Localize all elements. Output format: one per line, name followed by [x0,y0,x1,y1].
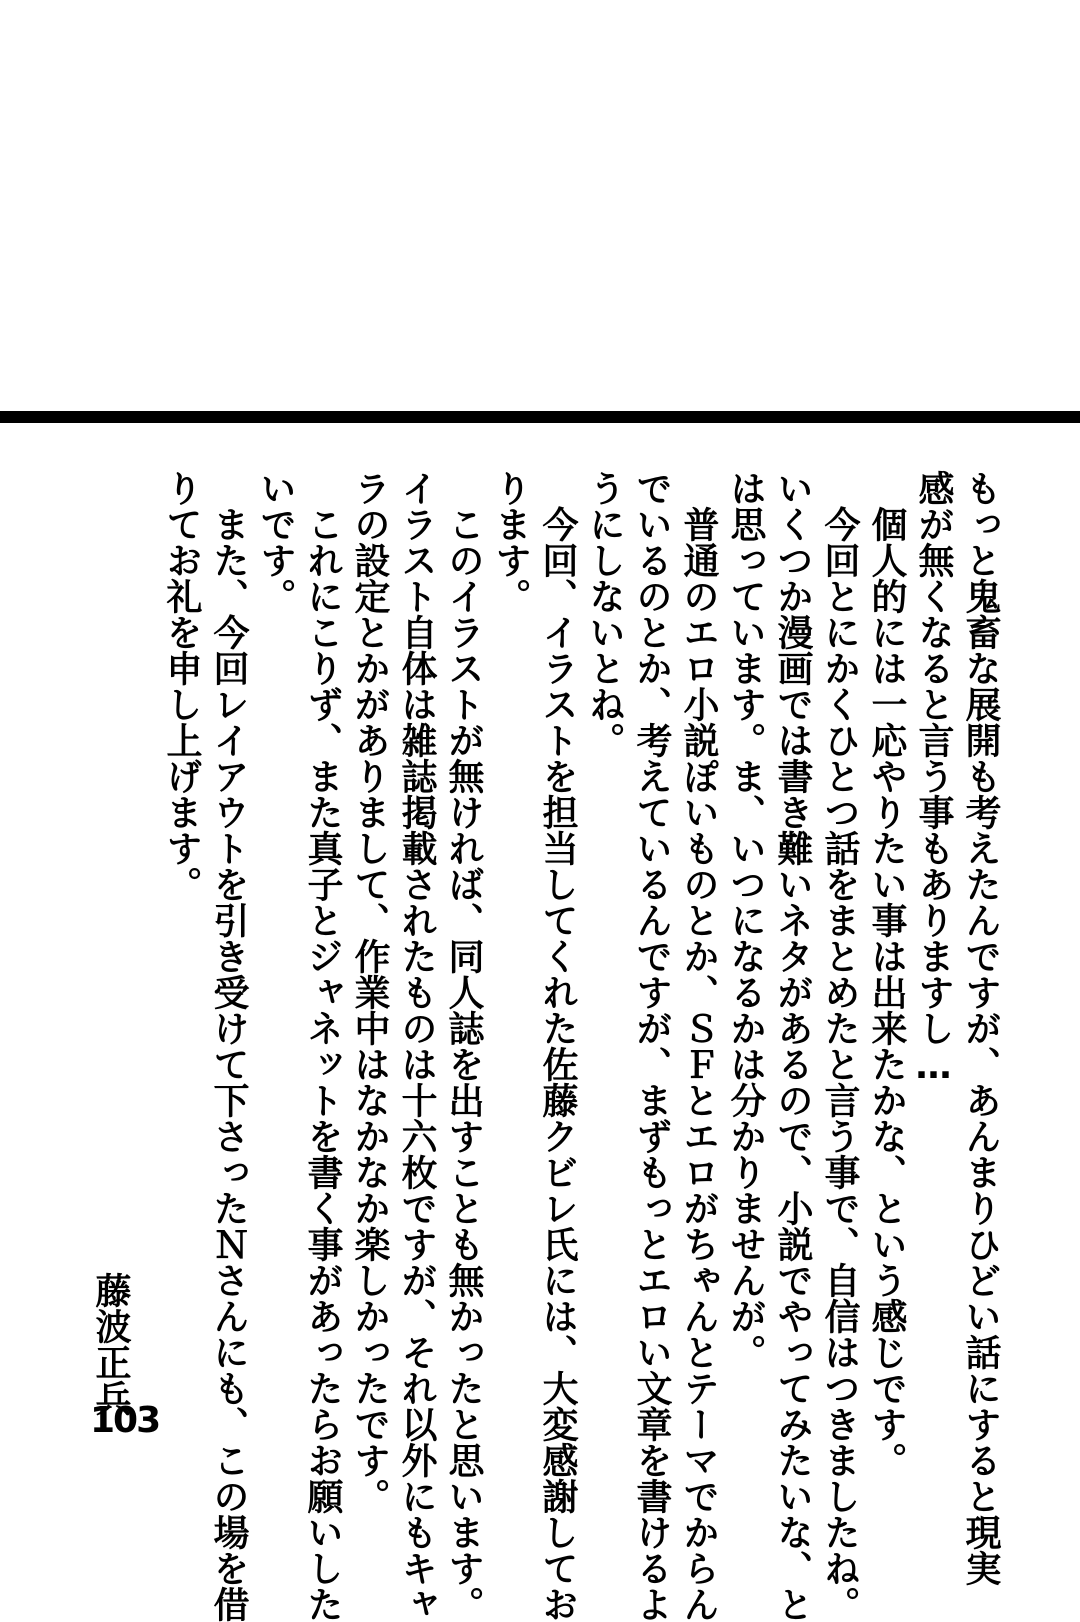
text-line: 個人的には一応やりたい事は出来たかな、という感じです。 [866,470,907,1478]
author-signature: 藤波正兵 [90,1272,131,1416]
text-line: いです。 [255,470,296,614]
text-line: は思っています。ま、いつになるかは分かりませんが。 [725,470,766,1370]
afterword-text [150,470,1001,1622]
page-number: 103 [90,1400,160,1441]
text-line: ラの設定とかがありまして、作業中はなかなか楽しかったです。 [349,470,390,1514]
text-line: また、今回レイアウトを引き受けて下さったＮさんにも、この場を借 [208,470,249,1622]
text-line: いくつか漫画では書き難いネタがあるので、小説でやってみたいな、と [772,470,813,1622]
text-line: ります。 [490,470,531,614]
text-line: 今回、イラストを担当してくれた佐藤クビレ氏には、大変感謝してお [537,470,578,1622]
text-line: 普通のエロ小説ぽいものとか、ＳＦとエロがちゃんとテーマでからん [678,470,719,1622]
text-line: 今回とにかくひとつ話をまとめたと言う事で、自信はつきましたね。 [819,470,860,1622]
text-line: このイラストが無ければ、同人誌を出すことも無かったと思います。 [443,470,484,1622]
text-line: うにしないとね。 [584,470,625,758]
text-line: りてお礼を申し上げます。 [161,470,202,902]
text-line: 感が無くなると言う事もありますし… [913,470,954,1087]
text-line: でいるのとか、考えているんですが、まずもっとエロい文章を書けるよ [631,470,672,1622]
text-line: イラスト自体は雑誌掲載されたものは十六枚ですが、それ以外にもキャ [396,470,437,1622]
text-line: これにこりず、また真子とジャネットを書く事があったらお願いした [302,470,343,1622]
header-divider [0,411,1080,423]
text-line: もっと鬼畜な展開も考えたんですが、あんまりひどい話にすると現実 [960,470,1001,1586]
